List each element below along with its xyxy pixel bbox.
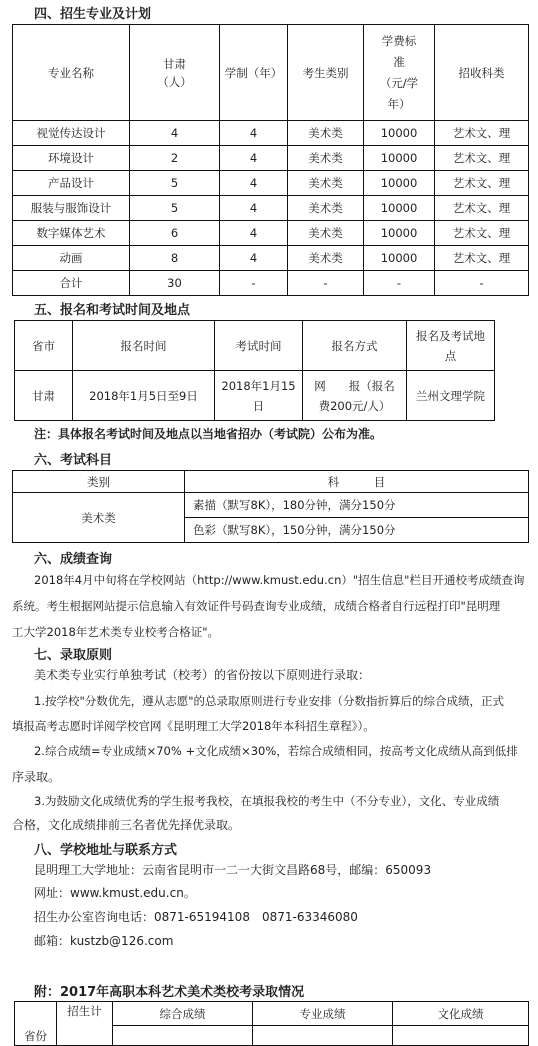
section-7-heading: 七、录取原则 [34,648,113,663]
paragraph-line: 合格，文化成绩排前三名者优先择优录取。 [12,818,241,832]
cell: 2018年1月5日至9日 [73,371,215,421]
cell: 数字媒体艺术 [13,221,130,246]
cell: 4 [220,196,288,221]
cell: 美术类 [288,246,364,271]
cell: 环境设计 [13,146,130,171]
cell: 5 [130,196,220,221]
table-row [15,371,495,421]
cell: 艺术文、理 [435,221,529,246]
col-header: 报名及考试地 点 [407,321,495,371]
paragraph-line: 美术类专业实行单独考试（校考）的省份按以下原则进行录取： [34,668,371,682]
col-header: 学制（年） [220,25,288,121]
cell: 美术类 [288,121,364,146]
registration-table [14,320,495,421]
address-line: 昆明理工大学地址：云南省昆明市一二一大街文昌路68号，邮编：650093 [34,863,432,877]
admission-2017-table [14,1001,529,1046]
cell: 色彩（默写8K），150分钟，满分150分 [185,518,529,543]
col-header: 省份 [15,1002,57,1046]
col-header: 文化成绩 [393,1002,529,1026]
cell: 10000 [364,221,435,246]
paragraph-line: 1.按学校"分数优先，遵从志愿"的总录取原则进行专业安排（分数指折算后的综合成绩，正式 [34,694,505,708]
cell: 服装与服饰设计 [13,196,130,221]
cell: 甘肃 [15,371,73,421]
col-header: 考生类别 [288,25,364,121]
cell: - [220,271,288,296]
col-header: 甘肃 （人） [130,25,220,121]
cell: - [435,271,529,296]
cell: 美术类 [288,221,364,246]
website-line[interactable]: 网址：www.kmust.edu.cn。 [34,886,196,900]
cell: 艺术文、理 [435,121,529,146]
cell: 美术类 [288,171,364,196]
paragraph-line: 2.综合成绩=专业成绩×70% +文化成绩×30%，若综合成绩相同，按高考文化成绩从高到低排 [34,744,518,758]
section-8-heading: 八、学校地址与联系方式 [34,843,178,858]
cell: 艺术文、理 [435,246,529,271]
cell: 10000 [364,196,435,221]
cell: 10000 [364,246,435,271]
col-header: 考试时间 [215,321,303,371]
table-row [13,196,529,221]
cell: 4 [130,121,220,146]
cell: 2 [130,146,220,171]
col-header: 报名方式 [303,321,407,371]
phone-line: 招生办公室咨询电话：0871-65194108 0871-63346080 [34,910,358,924]
paragraph-line: 填报高考志愿时详阅学校官网《昆明理工大学2018年本科招生章程》）。 [12,719,375,733]
paragraph-line: 2018年4月中旬将在学校网站（http://www.kmust.edu.cn）"招生信息"栏目开通校考成绩查询 [34,573,525,587]
table-row [13,146,529,171]
col-header: 专业成绩 [253,1002,393,1026]
cell: 5 [130,171,220,196]
col-header: 综合成绩 [113,1002,253,1026]
col-header: 专业名称 [13,25,130,121]
table-row [13,171,529,196]
cell: 产品设计 [13,171,130,196]
section-5-heading: 五、报名和考试时间及地点 [34,303,191,318]
col-header: 学费标 准 （元/学 年） [364,25,435,121]
enrollment-plan-table [12,24,529,296]
cell: 动画 [13,246,130,271]
cell: 美术类 [288,146,364,171]
cell: 美术类 [13,493,185,543]
total-row [13,271,529,296]
paragraph-line: 3.为鼓励文化成绩优秀的学生报考我校，在填报我校的考生中（不分专业），文化、专业成绩 [34,794,500,808]
cell: 4 [220,171,288,196]
cell: 4 [220,246,288,271]
cell: 4 [220,121,288,146]
cell: 2018年1月15 日 [215,371,303,421]
score-query-heading: 六、成绩查询 [34,552,113,567]
col-header: 科 目 [185,471,529,493]
cell: 艺术文、理 [435,171,529,196]
section-4-heading: 四、招生专业及计划 [34,7,152,22]
registration-note: 注：具体报名考试时间及地点以当地省招办（考试院）公布为准。 [34,427,383,441]
cell: 美术类 [288,196,364,221]
table-row [13,121,529,146]
paragraph-line: 工大学2018年艺术类专业校考合格证"。 [12,625,220,639]
col-header: 省市 [15,321,73,371]
table-row [13,493,529,518]
appendix-heading: 附：2017年高职本科艺术美术类校考录取情况 [34,985,305,1000]
cell: 兰州文理学院 [407,371,495,421]
cell: 素描（默写8K），180分钟，满分150分 [185,493,529,518]
cell: 4 [220,221,288,246]
exam-subjects-table [12,470,529,543]
email-line[interactable]: 邮箱：kustzb@126.com [34,934,174,948]
cell: 6 [130,221,220,246]
section-6-heading: 六、考试科目 [34,453,113,468]
cell: 网 报（报名 费200元/人） [303,371,407,421]
cell: 视觉传达设计 [13,121,130,146]
table-row [13,246,529,271]
cell: 30 [130,271,220,296]
cell: 艺术文、理 [435,196,529,221]
cell: 10000 [364,171,435,196]
paragraph-line: 序录取。 [12,770,61,784]
table-row [13,221,529,246]
cell: 4 [220,146,288,171]
col-header: 报名时间 [73,321,215,371]
paragraph-line: 系统。考生根据网站提示信息输入有效证件号码查询专业成绩，成绩合格者自行远程打印"昆明理 [12,599,501,613]
col-header: 招收科类 [435,25,529,121]
col-header: 类别 [13,471,185,493]
cell: 艺术文、理 [435,146,529,171]
cell: 8 [130,246,220,271]
col-header: 招生计 [57,1002,113,1046]
cell: - [364,271,435,296]
cell: 10000 [364,121,435,146]
cell: 10000 [364,146,435,171]
cell: - [288,271,364,296]
cell: 合计 [13,271,130,296]
